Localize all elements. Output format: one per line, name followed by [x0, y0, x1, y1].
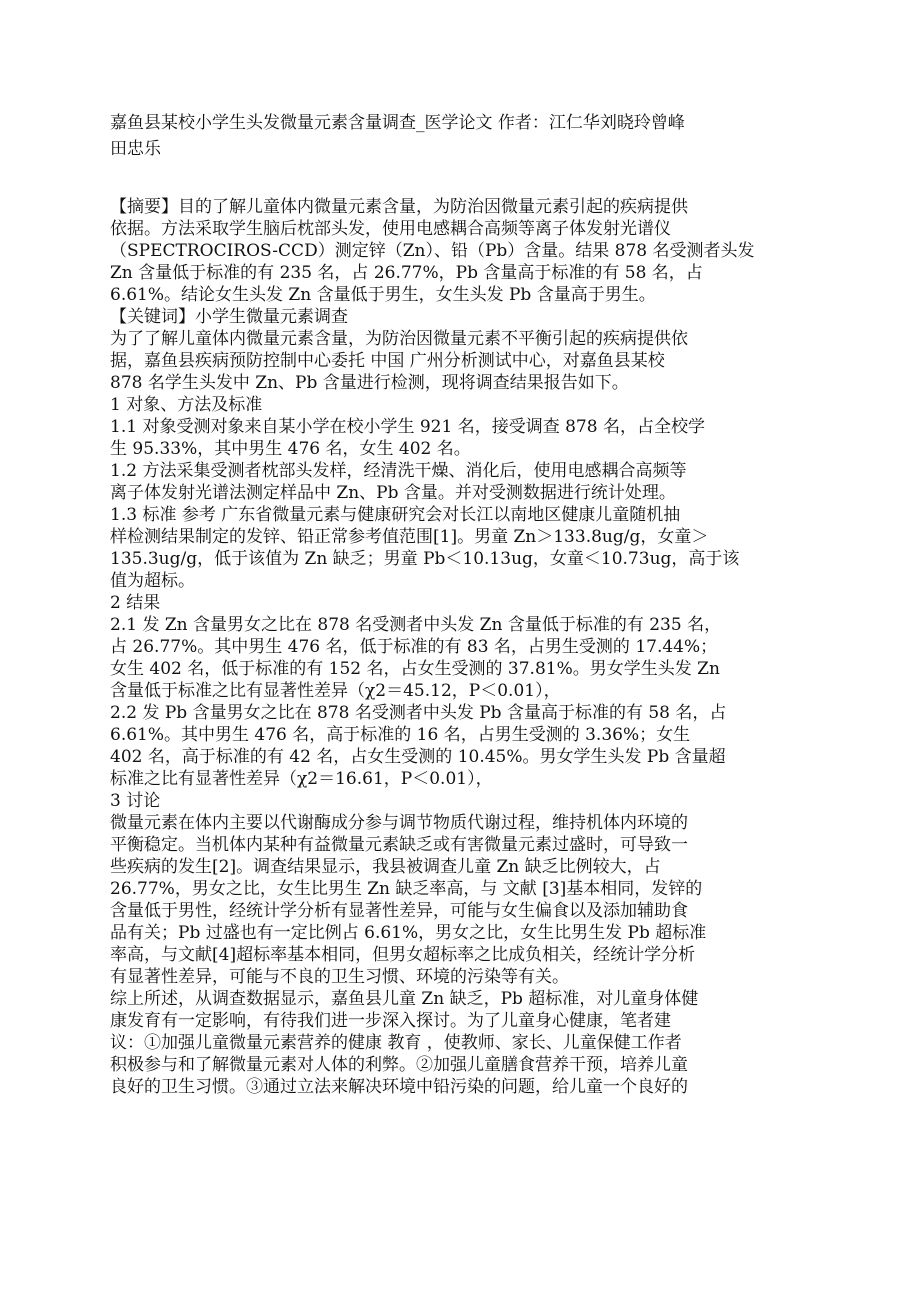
- paragraph-line: 1.1 对象受测对象来自某小学在校小学生 921 名，接受调查 878 名，占全校学: [110, 417, 705, 437]
- paragraph-line: 含量低于标准之比有显著性差异（χ2＝45.12，P＜0.01），: [110, 681, 561, 701]
- paragraph-line: 微量元素在体内主要以代谢酶成分参与调节物质代谢过程，维持机体内环境的: [110, 813, 688, 833]
- intro-line: 据，嘉鱼县疾病预防控制中心委托 中国 广州分析测试中心，对嘉鱼县某校: [110, 351, 665, 371]
- abstract-line: Zn 含量低于标准的有 235 名，占 26.77%，Pb 含量高于标准的有 58 名，占: [110, 263, 703, 283]
- paragraph-line: 样检测结果制定的发锌、铅正常参考值范围[1]。男童 Zn＞133.8ug/g，女童＞: [110, 527, 709, 547]
- paragraph-line: 良好的卫生习惯。③通过立法来解决环境中铅污染的问题，给儿童一个良好的: [110, 1077, 688, 1097]
- title-line: 嘉鱼县某校小学生头发微量元素含量调查_医学论文 作者：江仁华刘晓玲曾峰: [110, 113, 685, 133]
- abstract-line: 【摘要】目的了解儿童体内微量元素含量，为防治因微量元素引起的疾病提供: [110, 197, 688, 217]
- introduction: [110, 328, 830, 394]
- paragraph-line: 有显著性差异，可能与不良的卫生习惯、环境的污染等有关。: [110, 967, 569, 987]
- paragraph-line: 26.77%，男女之比，女生比男生 Zn 缺乏率高，与 文献 [3]基本相同，发锌的: [110, 879, 703, 899]
- section-results: [110, 592, 830, 790]
- paragraph-line: 6.61%。其中男生 476 名，高于标准的 16 名，占男生受测的 3.36%；女生: [110, 725, 691, 745]
- section-methods: [110, 394, 830, 592]
- paragraph-line: 含量低于男性，经统计学分析有显著性差异，可能与女生偏食以及添加辅助食: [110, 901, 688, 921]
- paragraph-line: 标准之比有显著性差异（χ2＝16.61，P＜0.01），: [110, 769, 493, 789]
- paragraph-line: 议：①加强儿童微量元素营养的健康 教育 ，使教师、家长、儿童保健工作者: [110, 1033, 682, 1053]
- paragraph-line: 女生 402 名，低于标准的有 152 名，占女生受测的 37.81%。男女学生头发 Zn: [110, 659, 720, 679]
- paragraph-line: 1.2 方法采集受测者枕部头发样，经清洗干燥、消化后，使用电感耦合高频等: [110, 461, 687, 481]
- keywords: 【关键词】小学生微量元素调查: [110, 307, 348, 327]
- paragraph-line: 离子体发射光谱法测定样品中 Zn、Pb 含量。并对受测数据进行统计处理。: [110, 483, 676, 503]
- section-heading: 1 对象、方法及标准: [110, 395, 263, 415]
- abstract-line: 依据。方法采取学生脑后枕部头发，使用电感耦合高频等离子体发射光谱仪: [110, 219, 671, 239]
- paragraph-line: 品有关；Pb 过盛也有一定比例占 6.61%，男女之比，女生比男生发 Pb 超标准: [110, 923, 707, 943]
- spacer: [110, 162, 830, 196]
- paragraph-line: 积极参与和了解微量元素对人体的利弊。②加强儿童膳食营养干预，培养儿童: [110, 1055, 688, 1075]
- paragraph-line: 综上所述，从调查数据显示，嘉鱼县儿童 Zn 缺乏，Pb 超标准，对儿童身体健: [110, 989, 699, 1009]
- paragraph-line: 康发育有一定影响，有待我们进一步深入探讨。为了儿童身心健康，笔者建: [110, 1011, 671, 1031]
- paragraph-line: 率高，与文献[4]超标率基本相同，但男女超标率之比成负相关，经统计学分析: [110, 945, 696, 965]
- paragraph-line: 些疾病的发生[2]。调查结果显示，我县被调查儿童 Zn 缺乏比例较大，占: [110, 857, 661, 877]
- abstract: [110, 196, 830, 306]
- abstract-line: 6.61%。结论女生头发 Zn 含量低于男生，女生头发 Pb 含量高于男生。: [110, 285, 656, 305]
- section-discussion: [110, 790, 830, 1098]
- paragraph-line: 占 26.77%。其中男生 476 名，低于标准的有 83 名，占男生受测的 17.44%；: [110, 637, 718, 657]
- intro-line: 878 名学生头发中 Zn、Pb 含量进行检测，现将调查结果报告如下。: [110, 373, 629, 393]
- paragraph-line: 平衡稳定。当机体内某种有益微量元素缺乏或有害微量元素过盛时，可导致一: [110, 835, 688, 855]
- intro-line: 为了了解儿童体内微量元素含量，为防治因微量元素不平衡引起的疾病提供依: [110, 329, 688, 349]
- paragraph-line: 值为超标。: [110, 571, 195, 591]
- paragraph-line: 2.2 发 Pb 含量男女之比在 878 名受测者中头发 Pb 含量高于标准的有 58 名，占: [110, 703, 727, 723]
- paragraph-line: 402 名，高于标准的有 42 名，占女生受测的 10.45%。男女学生头发 Pb 含量超: [110, 747, 726, 767]
- abstract-line: （SPECTROCIROS-CCD）测定锌（Zn）、铅（Pb）含量。结果 878 名受测者头发: [110, 241, 755, 261]
- title-line: 田忠乐: [110, 139, 161, 159]
- section-heading: 2 结果: [110, 593, 161, 613]
- paragraph-line: 135.3ug/g，低于该值为 Zn 缺乏；男童 Pb＜10.13ug，女童＜10.73ug，高于该: [110, 549, 740, 569]
- section-heading: 3 讨论: [110, 791, 161, 811]
- paragraph-line: 2.1 发 Zn 含量男女之比在 878 名受测者中头发 Zn 含量低于标准的有 235 名，: [110, 615, 722, 635]
- document-title: [110, 110, 830, 162]
- paragraph-line: 生 95.33%，其中男生 476 名，女生 402 名。: [110, 439, 471, 459]
- document-page: [110, 110, 830, 1098]
- paragraph-line: 1.3 标准 参考 广东省微量元素与健康研究会对长江以南地区健康儿童随机抽: [110, 505, 681, 525]
